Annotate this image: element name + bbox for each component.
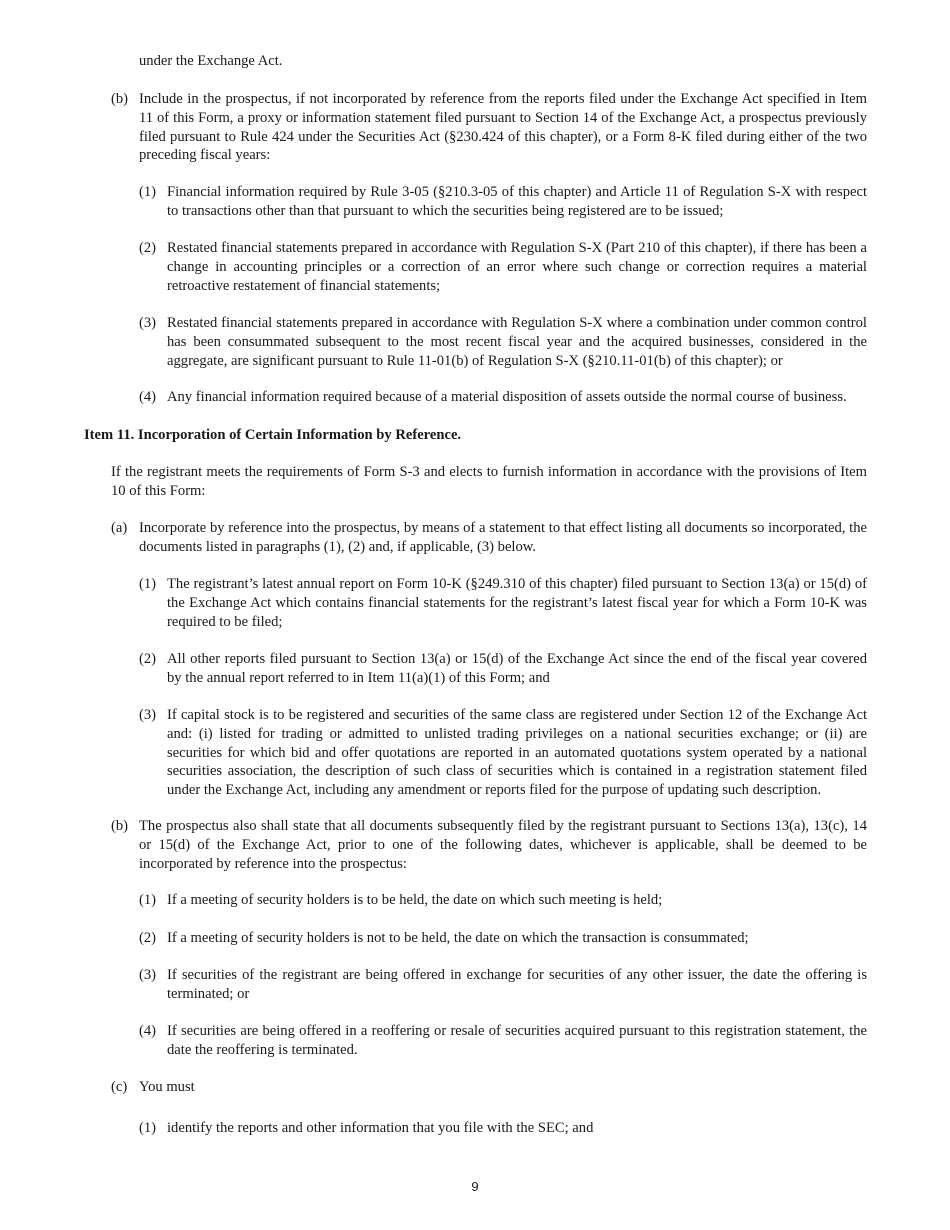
item-text: You must (139, 1079, 195, 1095)
subitem-text: If capital stock is to be registered and securities of the same class are registered under Section 12 of the Exchange Act and: (i) listed for trading or admitted to unlisted trading privileges on a national securities exchange; or (ii) are securities for which bid and offer quotations are reported in an automated quotations system operated by a national securities association, the description of such class of securities which is contained in a registration statement filed under the Exchange Act, including any amendment or reports filed for the purpose of updating such description. (167, 707, 867, 799)
subitem-text: identify the reports and other information that you file with the SEC; and (167, 1120, 594, 1136)
item11-intro: If the registrant meets the requirements of Form S-3 and elects to furnish information in accordance with the provisions of Item 10 of this Form: (111, 464, 867, 499)
page-number: 9 (471, 1179, 479, 1194)
item-text: Incorporate by reference into the prospectus, by means of a statement to that effect listing all documents so incorporated, the documents listed in paragraphs (1), (2) and, if applicable, (3) below. (139, 520, 867, 555)
subitem-label: (3) (139, 315, 157, 331)
item-label: (b) (111, 818, 129, 834)
subitem-label: (2) (139, 240, 157, 256)
subitem-label: (1) (139, 576, 157, 592)
item-label: (b) (111, 91, 129, 107)
subitem-label: (4) (139, 1023, 157, 1039)
subitem-text: If a meeting of security holders is not to be held, the date on which the transaction is consummated; (167, 930, 749, 946)
subitem-text: If securities are being offered in a reoffering or resale of securities acquired pursuant to this registration statement, the date the reoffering is terminated. (167, 1023, 867, 1058)
subitem-text: Restated financial statements prepared in accordance with Regulation S-X where a combination under common control has been consummated subsequent to the most recent fiscal year and the acquired businesses, considered in the aggregate, are significant pursuant to Rule 11-01(b) of Regulation S-X (§210.11-01(b) of this chapter); or (167, 315, 867, 369)
subitem-label: (2) (139, 930, 157, 946)
subitem-label: (2) (139, 651, 157, 667)
subitem-label: (1) (139, 892, 157, 908)
subitem-label: (4) (139, 389, 157, 405)
subitem-label: (1) (139, 1120, 157, 1136)
continuation-text: under the Exchange Act. (139, 53, 283, 69)
item-text: Include in the prospectus, if not incorporated by reference from the reports filed under the Exchange Act specified in Item 11 of this Form, a proxy or information statement filed pursuant to Section 14 of the Exchange Act, a prospectus previously filed pursuant to Rule 424 under the Securities Act (§230.424 of this chapter), or a Form 8-K filed during either of the two preceding fiscal years: (139, 91, 867, 164)
subitem-label: (3) (139, 707, 157, 723)
item11-heading: Item 11. Incorporation of Certain Information by Reference. (84, 427, 462, 443)
subitem-text: All other reports filed pursuant to Section 13(a) or 15(d) of the Exchange Act since the end of the fiscal year covered by the annual report referred to in Item 11(a)(1) of this Form; and (167, 651, 867, 686)
item-label: (a) (111, 520, 128, 536)
subitem-text: If securities of the registrant are being offered in exchange for securities of any other issuer, the date the offering is terminated; or (167, 967, 867, 1002)
subitem-text: The registrant’s latest annual report on Form 10-K (§249.310 of this chapter) filed pursuant to Section 13(a) or 15(d) of the Exchange Act which contains financial statements for the registrant’s latest fiscal year for which a Form 10-K was required to be filed; (167, 576, 867, 630)
subitem-text: Any financial information required because of a material disposition of assets outside the normal course of business. (167, 389, 847, 405)
item-text: The prospectus also shall state that all documents subsequently filed by the registrant pursuant to Sections 13(a), 13(c), 14 or 15(d) of the Exchange Act, prior to one of the following dates, whichever is applicable, shall be deemed to be incorporated by reference into the prospectus: (139, 818, 867, 872)
subitem-text: Restated financial statements prepared in accordance with Regulation S-X (Part 210 of this chapter), if there has been a change in accounting principles or a correction of an error where such change or correction requires a material retroactive restatement of financial statements; (167, 240, 867, 294)
subitem-text: Financial information required by Rule 3-05 (§210.3-05 of this chapter) and Article 11 of Regulation S-X with respect to transactions other than that pursuant to which the securities being registered are to be issued; (167, 184, 867, 219)
subitem-text: If a meeting of security holders is to be held, the date on which such meeting is held; (167, 892, 663, 908)
subitem-label: (3) (139, 967, 157, 983)
subitem-label: (1) (139, 184, 157, 200)
item-label: (c) (111, 1079, 128, 1095)
